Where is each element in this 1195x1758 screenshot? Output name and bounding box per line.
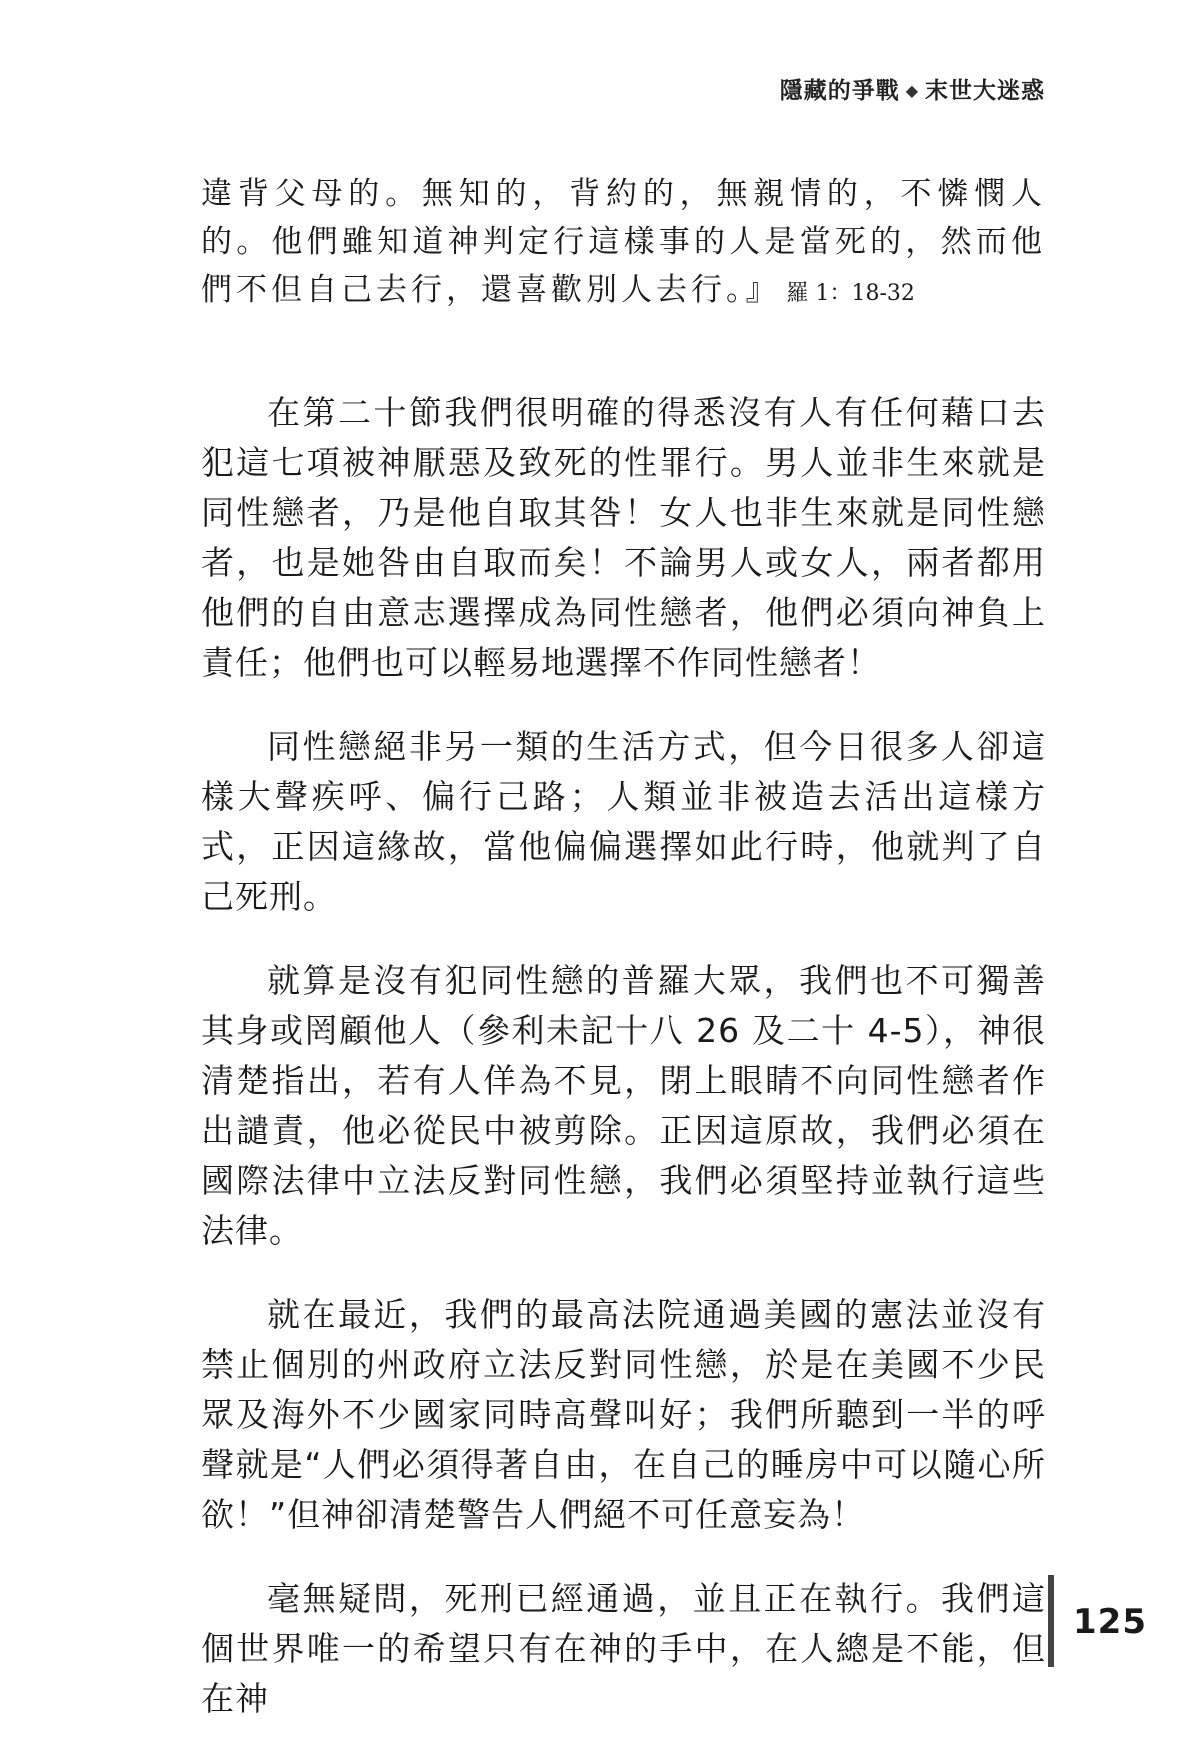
paragraph-1: 在第二十節我們很明確的得悉沒有人有任何藉口去犯這七項被神厭惡及致死的性罪行。男人並非生來就是同性戀者，乃是他自取其咎！女人也非生來就是同性戀者，也是她咎由自取而矣！不論男人或女人，兩者都用他們的自由意志選擇成為同性戀者，他們必須向神負上責任；他們也可以輕易地選擇不作同性戀者！ [201, 393, 1046, 682]
paragraph-3: 就算是沒有犯同性戀的普羅大眾，我們也不可獨善其身或罔顧他人（參利未記十八 26 及二十 4-5），神很清楚指出，若有人佯為不見，閉上眼睛不向同性戀者作出譴責，他必從民中被剪除。正因這原故，我們必須在國際法律中立法反對同性戀，我們必須堅持並執行這些法律。 [201, 961, 1046, 1250]
page-body [201, 170, 1046, 1758]
page-number-rule [1048, 1575, 1054, 1667]
chapter-title: 末世大迷惑 [925, 78, 1045, 104]
scripture-quote [201, 170, 1046, 318]
paragraph-4: 就在最近，我們的最高法院通過美國的憲法並沒有禁止個別的州政府立法反對同性戀，於是在美國不少民眾及海外不少國家同時高聲叫好；我們所聽到一半的呼聲就是“人們必須得著自由，在自己的睡房中可以隨心所欲！”但神卻清楚警告人們絕不可任意妄為！ [201, 1295, 1046, 1534]
page-number: 125 [1073, 1602, 1147, 1642]
diamond-separator-icon: ◆ [905, 81, 919, 100]
quote-text: 違背父母的。無知的，背約的，無親情的，不憐憫人的。他們雖知道神判定行這樣事的人是當死的，然而他們不但自己去行，還喜歡別人去行。』 [201, 176, 1046, 308]
paragraph-5: 毫無疑問，死刑已經通過，並且正在執行。我們這個世界唯一的希望只有在神的手中，在人總是不能，但在神 [201, 1579, 1046, 1718]
paragraph-2: 同性戀絕非另一類的生活方式，但今日很多人卻這樣大聲疾呼、偏行己路；人類並非被造去活出這樣方式，正因這緣故，當他偏偏選擇如此行時，他就判了自己死刑。 [201, 727, 1046, 916]
book-title: 隱藏的爭戰 [779, 78, 900, 104]
running-header [780, 72, 1045, 105]
quote-reference: 羅 1：18-32 [786, 281, 915, 306]
